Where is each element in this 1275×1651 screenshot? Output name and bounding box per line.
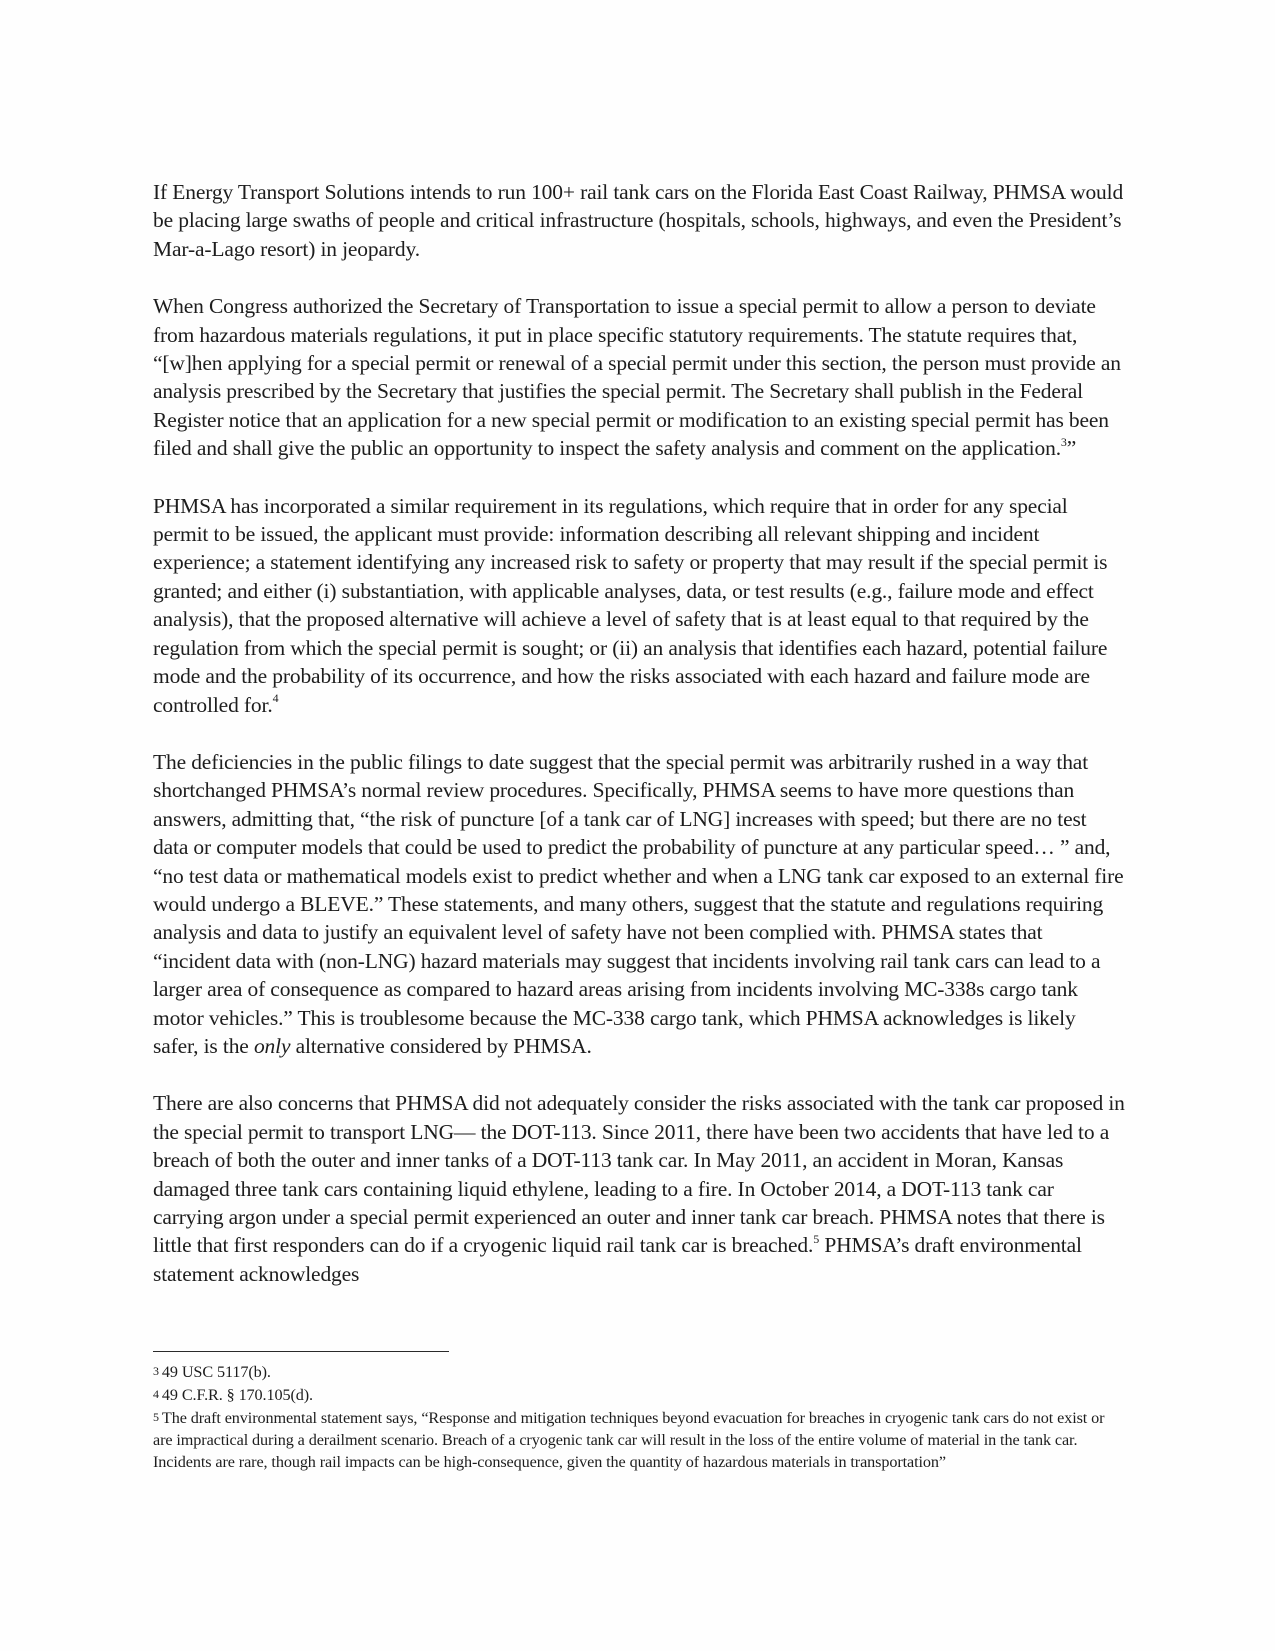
footnote-divider [153, 1351, 449, 1352]
footnote-4 [153, 1385, 1125, 1408]
footnote-text: 49 USC 5117(b). [161, 1363, 271, 1381]
paragraph-phmsa-regulations [153, 492, 1125, 719]
footnote-number: 4 [153, 1386, 159, 1401]
body-text [153, 178, 1125, 1317]
footnote-text: The draft environmental statement says, “Response and mitigation techniques beyond evacuation for breaches in cryogenic tank cars do not exist or are impractical during a derailment scenario. Breach of a cryogenic tank car will result in the loss of the entire volume of material in the tank car. Incidents are rare, though rail impacts can be high-consequence, given the quantity of hazardous materials in transportation” [153, 1408, 1105, 1472]
paragraph-statutory-requirements [153, 292, 1125, 462]
footnote-3 [153, 1362, 1125, 1385]
paragraph-deficiencies [153, 748, 1125, 1060]
paragraph-text: When Congress authorized the Secretary of Transportation to issue a special permit to allow a person to deviate from hazardous materials regulations, it put in place specific statutory requirements. The statute requires that, “[w]hen applying for a special permit or renewal of a special permit under this section, the person must provide an analysis prescribed by the Secretary that justifies the special permit. The Secretary shall publish in the Federal Register notice that an application for a new special permit or modification to an existing special permit has been filed and shall give the public an opportunity to inspect the safety analysis and comment on the application. [153, 294, 1121, 461]
paragraph-text: The deficiencies in the public filings to date suggest that the special permit was arbitrarily rushed in a way that shortchanged PHMSA’s normal review procedures. Specifically, PHMSA seems to have more questions than answers, admitting that, “the risk of puncture [of a tank car of LNG] increases with speed; but there are no test data or computer models that could be used to predict the probability of puncture at any particular speed… ” and, “no test data or mathematical models exist to predict whether and when a LNG tank car exposed to an external fire would undergo a BLEVE.” These statements, and many others, suggest that the statute and regulations requiring analysis and data to justify an equivalent level of safety have not been complied with. PHMSA states that “incident data with (non-LNG) hazard materials may suggest that incidents involving rail tank cars can lead to a larger area of consequence as compared to hazard areas arising from incidents involving MC-338s cargo tank motor vehicles.” This is troublesome because the MC-338 cargo tank, which PHMSA acknowledges is likely safer, is the [153, 749, 1124, 1058]
paragraph-text: If Energy Transport Solutions intends to run 100+ rail tank cars on the Florida East Coast Railway, PHMSA would be placing large swaths of people and critical infrastructure (hospitals, schools, highways, and even the President’s Mar-a-Lago resort) in jeopardy. [153, 180, 1124, 261]
paragraph-text: There are also concerns that PHMSA did not adequately consider the risks associated with the tank car proposed in the special permit to transport LNG— the DOT-113. Since 2011, there have been two accidents that have led to a breach of both the outer and inner tanks of a DOT-113 tank car. In May 2011, an accident in Moran, Kansas damaged three tank cars containing liquid ethylene, leading to a fire. In October 2014, a DOT-113 tank car carrying argon under a special permit experienced an outer and inner tank car breach. PHMSA notes that there is little that first responders can do if a cryogenic liquid rail tank car is breached. [153, 1091, 1125, 1258]
paragraph-dot-113-concerns [153, 1089, 1125, 1288]
paragraph-text-tail: ” [1066, 436, 1077, 461]
footnote-text: 49 C.F.R. § 170.105(d). [161, 1385, 313, 1404]
footnote-number: 3 [153, 1364, 159, 1378]
footnote-reference[interactable]: 5 [813, 1232, 820, 1247]
emphasis-text: only [253, 1033, 291, 1058]
footnote-5 [153, 1408, 1125, 1474]
paragraph-text-tail: PHMSA’s draft environmental statement acknowledges [153, 1233, 1082, 1286]
footnote-reference[interactable]: 3 [1060, 435, 1067, 450]
paragraph-text: PHMSA has incorporated a similar requirement in its regulations, which require that in order for any special permit to be issued, the applicant must provide: information describing all relevant shipping and incident experience; a statement identifying any increased risk to safety or property that may result if the special permit is granted; and either (i) substantiation, with applicable analyses, data, or test results (e.g., failure mode and effect analysis), that the proposed alternative will achieve a level of safety that is at least equal to that required by the regulation from which the special permit is sought; or (ii) an analysis that identifies each hazard, potential failure mode and the probability of its occurrence, and how the risks associated with each hazard and failure mode are controlled for. [153, 493, 1108, 717]
footnote-number: 5 [153, 1409, 159, 1424]
footnotes [153, 1362, 1125, 1474]
footnote-reference[interactable]: 4 [272, 691, 279, 706]
paragraph-ets-jeopardy [153, 178, 1125, 263]
paragraph-text-tail: alternative considered by PHMSA. [290, 1033, 592, 1058]
